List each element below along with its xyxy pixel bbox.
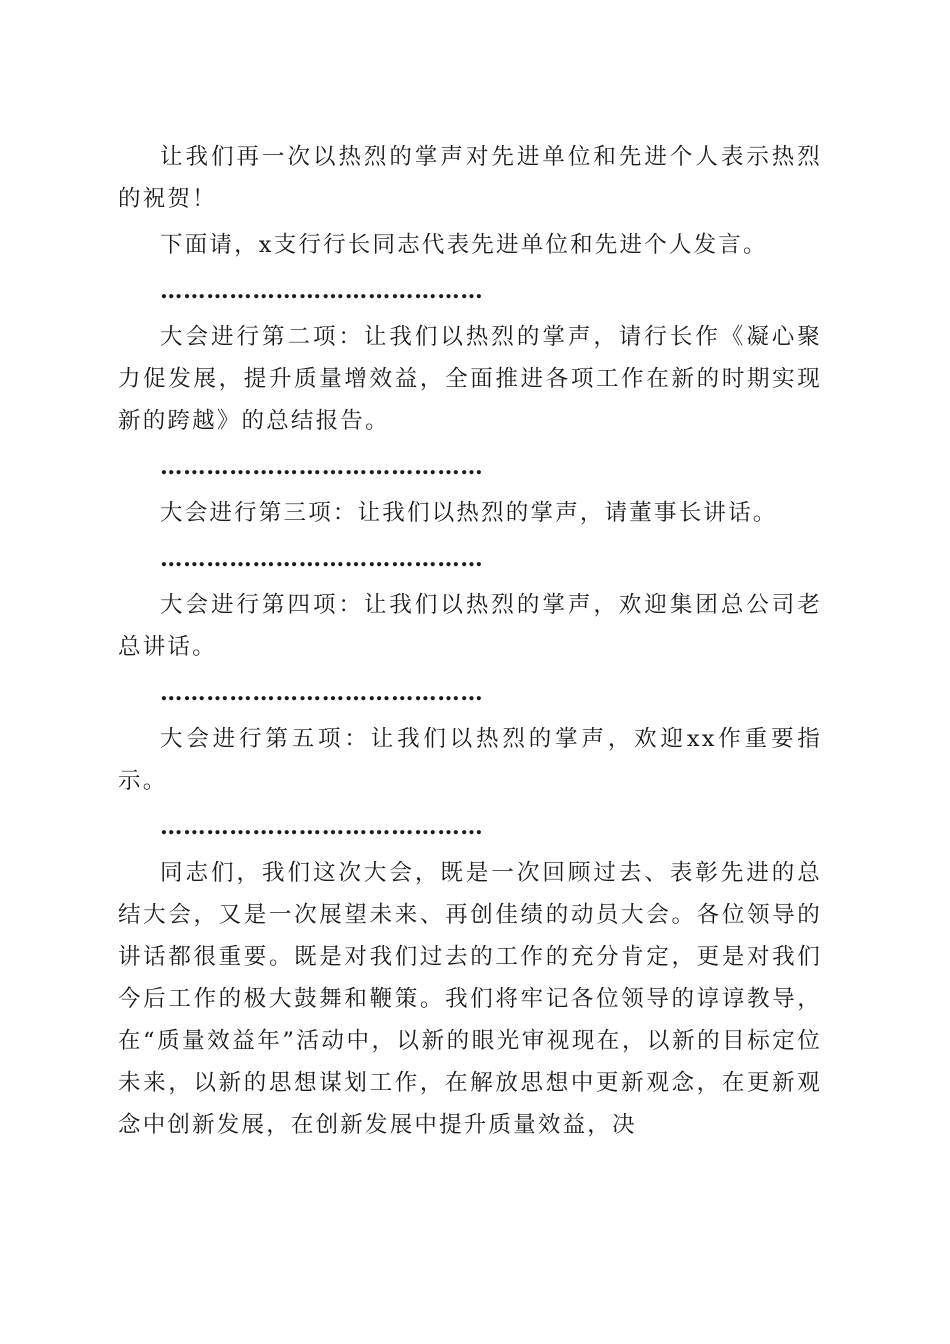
paragraph-item-four: 大会进行第四项：让我们以热烈的掌声，欢迎集团总公司老总讲话。	[118, 592, 822, 660]
ellipsis-separator: ……………………………………	[160, 454, 484, 480]
paragraph-representative-speech: 下面请，x支行行长同志代表先进单位和先进个人发言。	[160, 232, 768, 258]
document-page	[118, 136, 822, 1150]
paragraph-item-five: 大会进行第五项：让我们以热烈的掌声，欢迎xx作重要指示。	[118, 726, 822, 794]
ellipsis-separator: ……………………………………	[160, 814, 484, 840]
paragraph-congratulations: 让我们再一次以热烈的掌声对先进单位和先进个人表示热烈的祝贺！	[118, 144, 822, 212]
paragraph-item-two: 大会进行第二项：让我们以热烈的掌声，请行长作《凝心聚力促发展，提升质量增效益，全面推进各项工作在新的时期实现新的跨越》的总结报告。	[118, 324, 822, 434]
paragraph-item-three: 大会进行第三项：让我们以热烈的掌声，请董事长讲话。	[160, 500, 778, 526]
ellipsis-separator: ……………………………………	[160, 278, 484, 304]
ellipsis-separator: ……………………………………	[160, 680, 484, 706]
ellipsis-separator: ……………………………………	[160, 546, 484, 572]
paragraph-closing-remarks: 同志们，我们这次大会，既是一次回顾过去、表彰先进的总结大会，又是一次展望未来、再创佳绩的动员大会。各位领导的讲话都很重要。既是对我们过去的工作的充分肯定，更是对我们今后工作的极大鼓舞和鞭策。我们将牢记各位领导的谆谆教导，在“质量效益年”活动中，以新的眼光审视现在，以新的目标定位未来，以新的思想谋划工作，在解放思想中更新观念，在更新观念中创新发展，在创新发展中提升质量效益，决	[118, 860, 822, 1138]
